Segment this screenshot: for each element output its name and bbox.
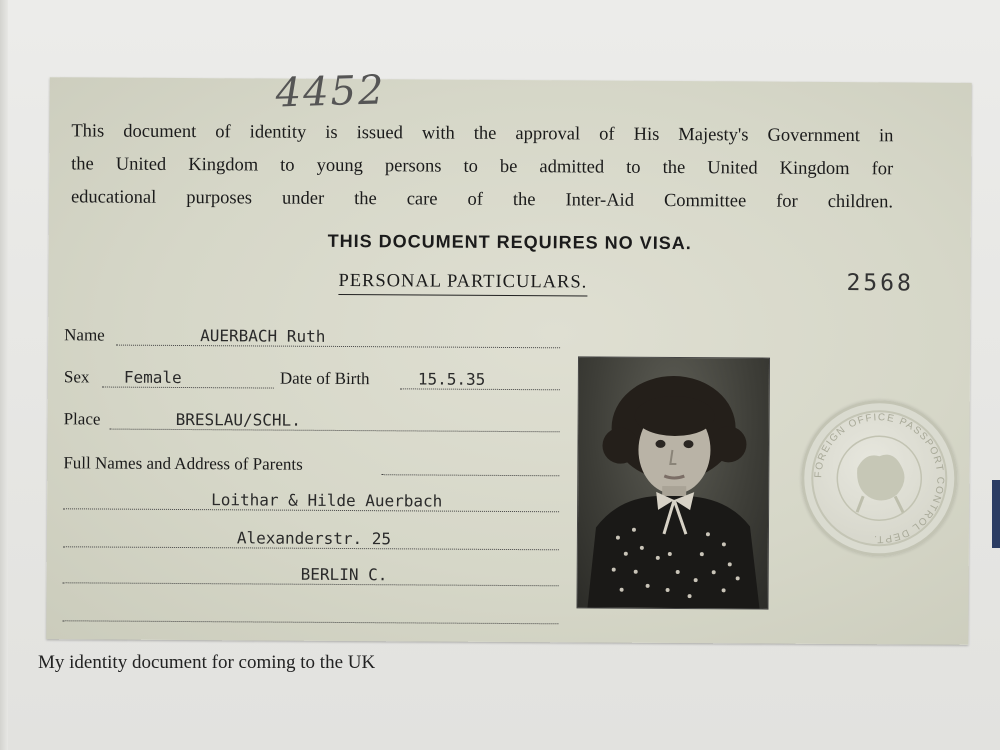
place-row: [64, 405, 560, 436]
dob-value: 15.5.35: [417, 369, 486, 389]
photo-caption: My identity document for coming to the UK: [38, 652, 376, 673]
dob-label: Date of Birth: [279, 368, 370, 389]
seal-text: FOREIGN OFFICE PASSPORT CONTROL DEPT.: [813, 412, 946, 545]
child-photograph: [576, 356, 770, 609]
parents-city-value: BERLIN C.: [300, 564, 388, 585]
document-number: 2568: [846, 270, 914, 297]
intro-line: This document of identity is issued with the approval of His Majesty's Government in: [71, 121, 894, 147]
identity-document-card: [46, 67, 971, 645]
parents-row: [63, 449, 559, 480]
handwritten-number: 4452: [275, 67, 387, 117]
child-portrait-image: [577, 357, 769, 608]
parents-line-3: [63, 559, 559, 590]
dotted-line: [381, 474, 559, 476]
bookmark-tab: [992, 480, 1000, 548]
personal-particulars-heading: PERSONAL PARTICULARS.: [338, 271, 587, 297]
parents-line-2: [63, 523, 559, 554]
place-value: BRESLAU/SCHL.: [175, 409, 301, 430]
dotted-line: [62, 620, 558, 624]
embossed-seal: [801, 400, 958, 557]
name-label: Name: [64, 325, 105, 345]
name-value: AUERBACH Ruth: [200, 326, 326, 346]
parents-line-1: [63, 485, 559, 516]
parents-label: Full Names and Address of Parents: [63, 453, 303, 474]
intro-paragraph: [71, 115, 894, 219]
sex-value: Female: [123, 367, 182, 388]
parents-street-value: Alexanderstr. 25: [236, 528, 392, 549]
sex-dob-row: [64, 363, 560, 394]
dotted-line: [102, 387, 274, 389]
dotted-line: [116, 345, 560, 349]
no-visa-heading: THIS DOCUMENT REQUIRES NO VISA.: [327, 230, 692, 254]
blank-line: [62, 597, 558, 628]
sex-label: Sex: [63, 367, 90, 387]
parents-names-value: Loithar & Hilde Auerbach: [211, 490, 443, 511]
intro-line: educational purposes under the care of the Inter-Aid Committee for children.: [70, 187, 894, 213]
intro-line: the United Kingdom to young persons to be admitted to the United Kingdom for: [71, 154, 894, 180]
place-label: Place: [63, 409, 101, 429]
page-edge: [0, 0, 8, 750]
seal-emblem-icon: [801, 400, 958, 557]
name-row: [64, 321, 560, 352]
dotted-line: [110, 429, 560, 433]
